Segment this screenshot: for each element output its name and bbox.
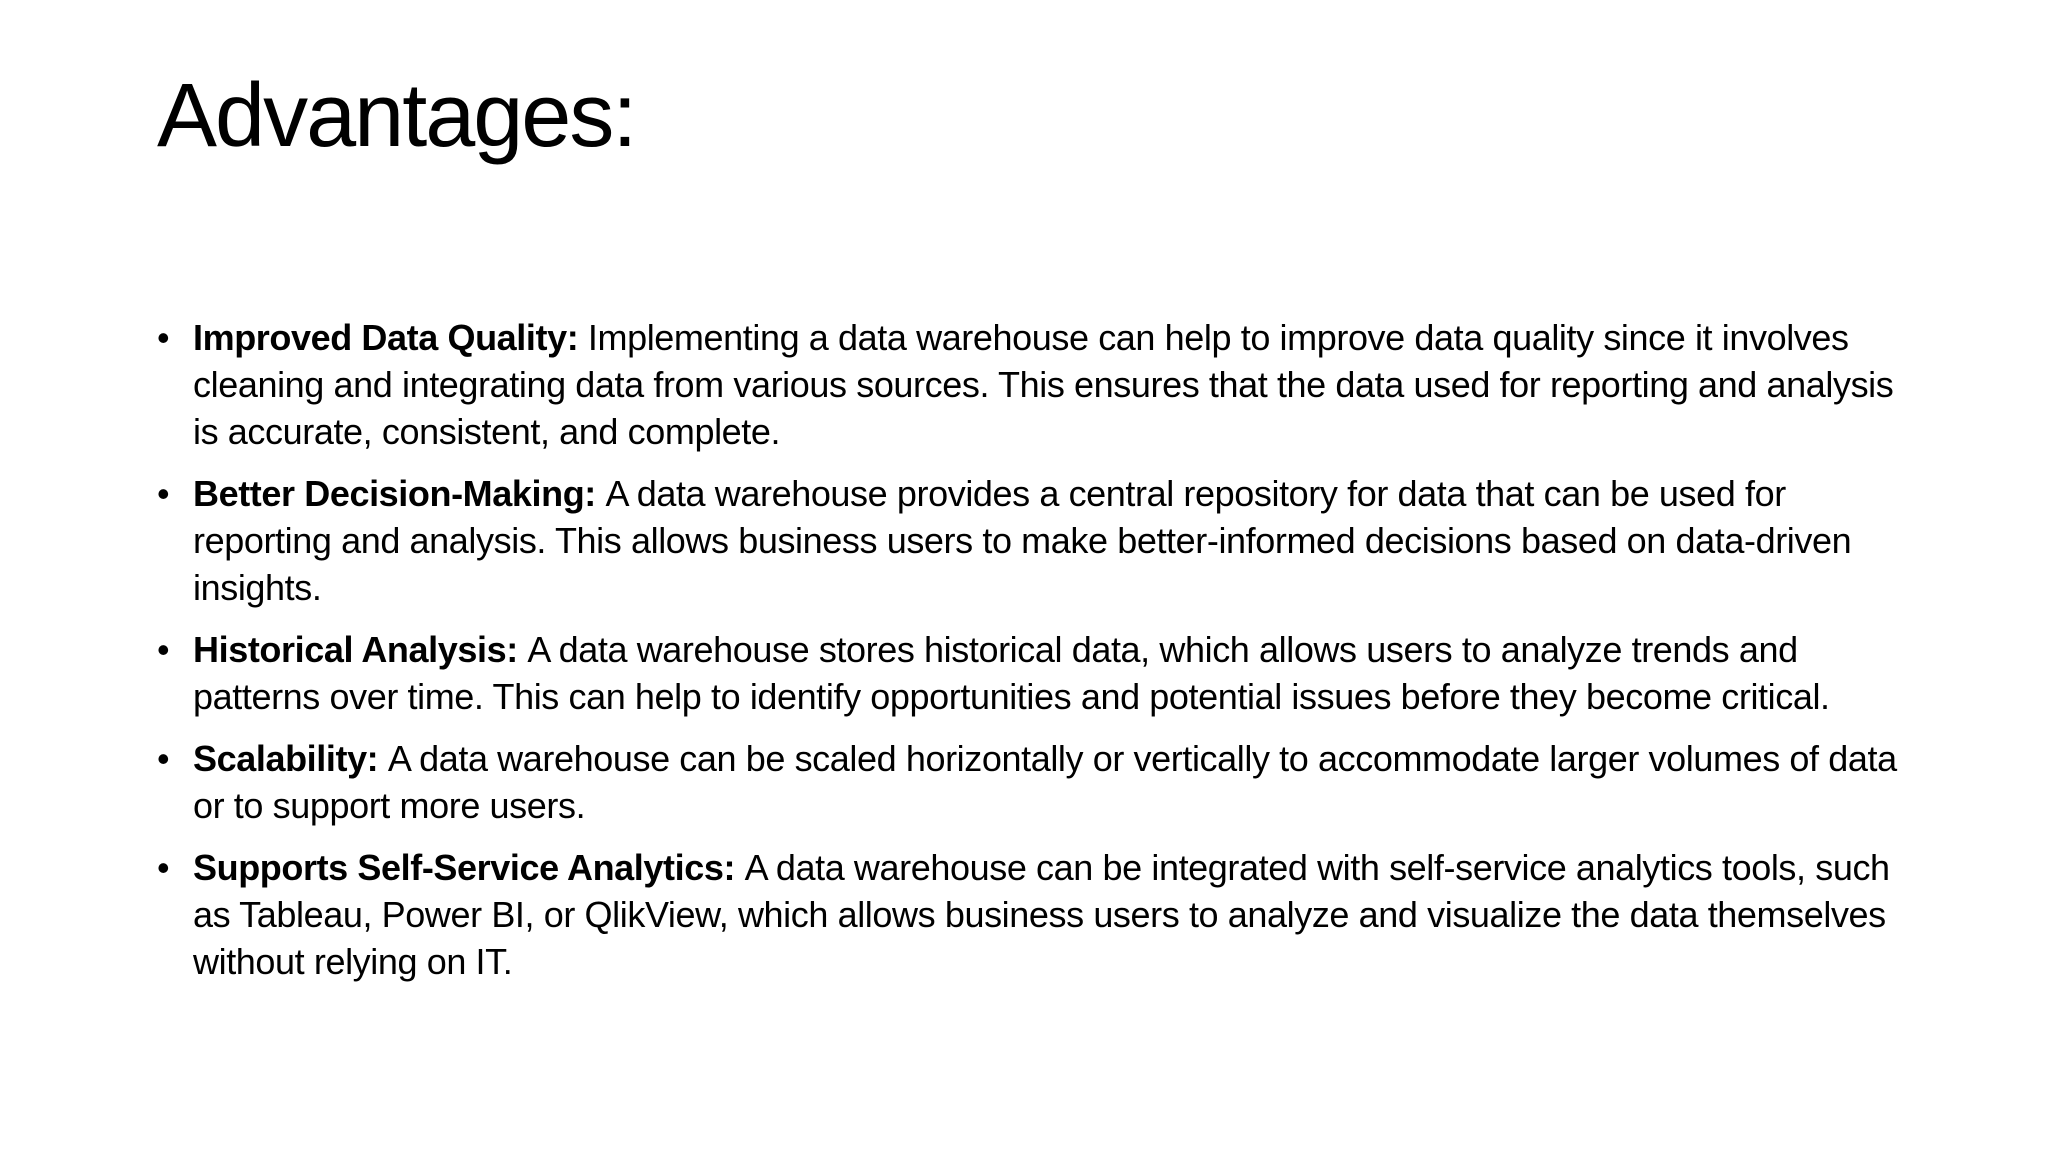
bullet-term: Improved Data Quality: <box>193 317 588 358</box>
bullet-item-historical-analysis <box>157 626 1917 720</box>
slide-title: Advantages: <box>157 66 636 166</box>
bullet-item-scalability <box>157 735 1917 829</box>
bullet-term: Scalability: <box>193 738 388 779</box>
bullet-item-better-decision-making <box>157 470 1917 611</box>
bullet-icon: • <box>157 738 170 779</box>
bullet-term: Supports Self-Service Analytics: <box>193 847 745 888</box>
bullet-term: Historical Analysis: <box>193 629 528 670</box>
bullet-text: Implementing a data warehouse can help to improve data quality since it involves cleaning and integrating data from various sources. This ensures that the data used for reporting and analysis is accurate, consistent, and complete. <box>193 317 1894 452</box>
bullet-item-self-service-analytics <box>157 844 1917 985</box>
bullet-text: A data warehouse stores historical data, which allows users to analyze trends and patterns over time. This can help to identify opportunities and potential issues before they become critical. <box>193 629 1830 717</box>
bullet-text: A data warehouse provides a central repository for data that can be used for reporting and analysis. This allows business users to make better-informed decisions based on data-driven insights. <box>193 473 1852 608</box>
bullet-item-improved-data-quality <box>157 314 1917 455</box>
bullet-icon: • <box>157 629 170 670</box>
bullet-list <box>157 314 1917 1000</box>
bullet-term: Better Decision-Making: <box>193 473 606 514</box>
bullet-text: A data warehouse can be scaled horizontally or vertically to accommodate larger volumes of data or to support more users. <box>193 738 1897 826</box>
bullet-icon: • <box>157 847 170 888</box>
bullet-icon: • <box>157 317 170 358</box>
bullet-text: A data warehouse can be integrated with self-service analytics tools, such as Tableau, Power BI, or QlikView, which allows business users to analyze and visualize the data themselves without relying on IT. <box>193 847 1890 982</box>
bullet-icon: • <box>157 473 170 514</box>
